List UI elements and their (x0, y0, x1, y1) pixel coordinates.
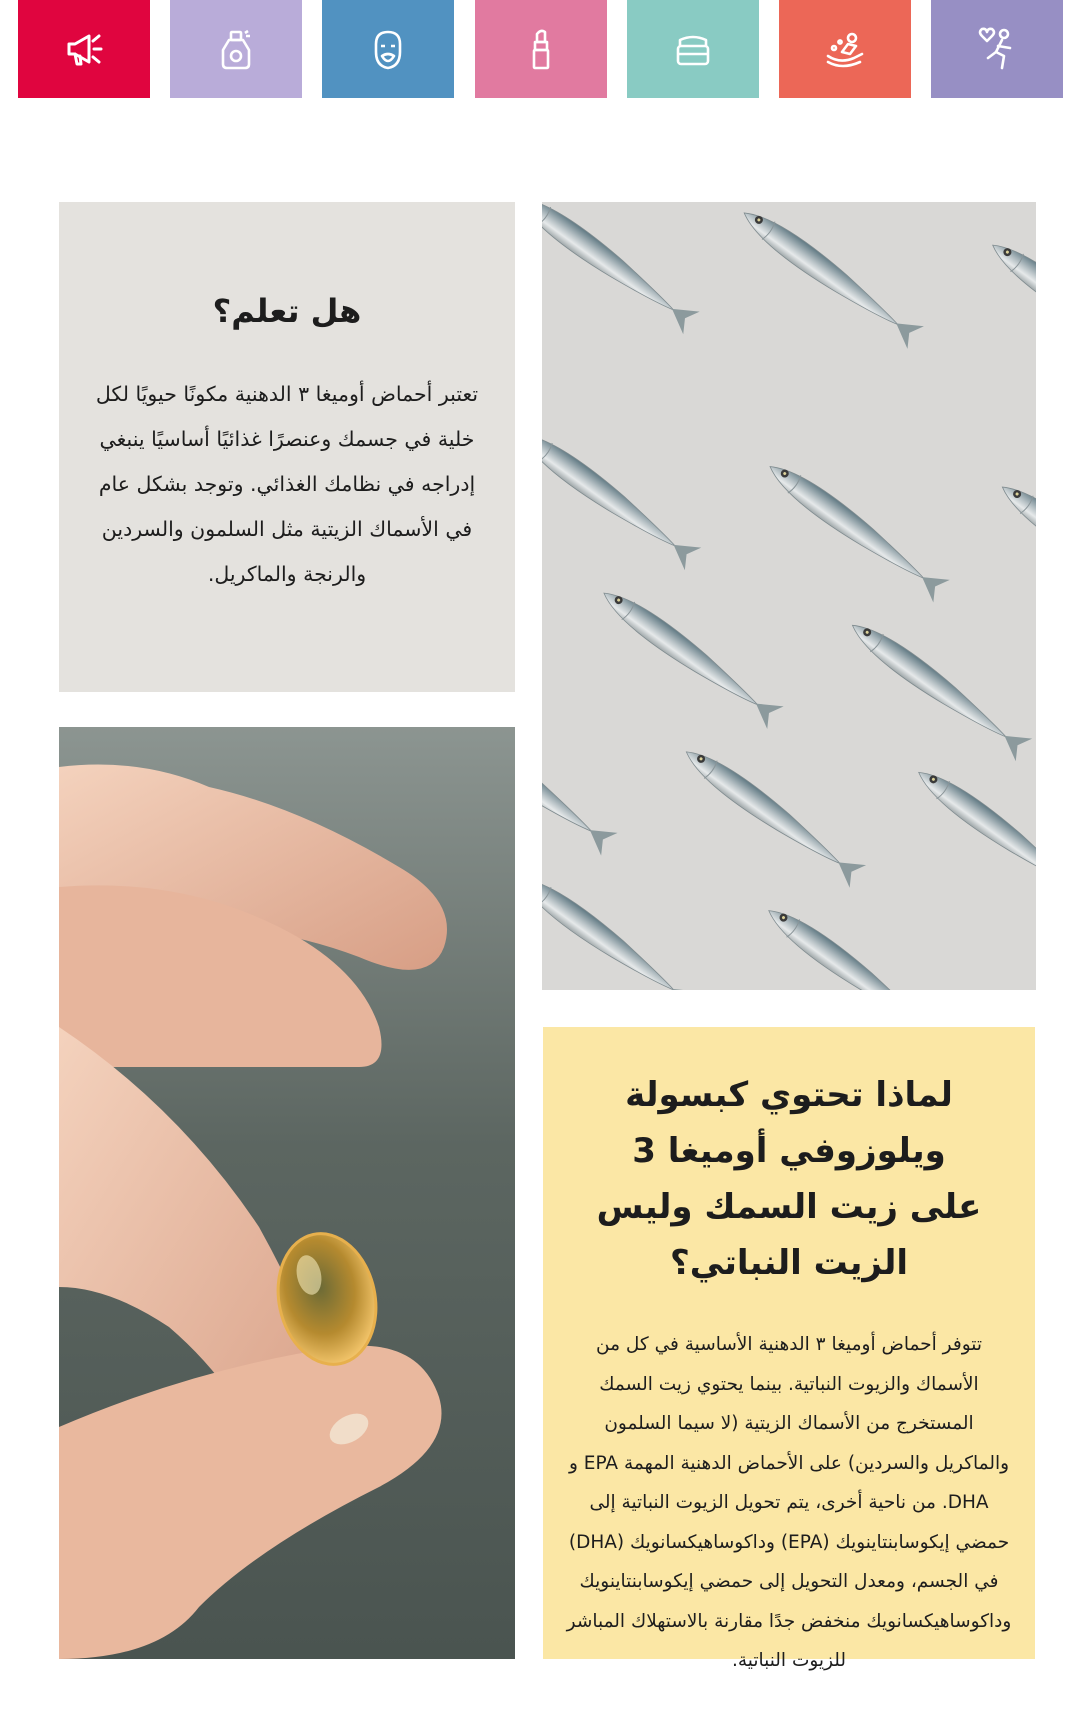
lipstick-icon (516, 24, 566, 74)
capsule-photo (59, 727, 515, 1659)
capsule-illustration (59, 727, 515, 1659)
bearded-man-icon (363, 24, 413, 74)
nav-tile-baby[interactable] (779, 0, 911, 98)
perfume-bottle-icon (211, 24, 261, 74)
why-fish-oil-body: تتوفر أحماض أوميغا ٣ الدهنية الأساسية في كل من الأسماك والزيوت النباتية. بينما يحتوي زيت السمك المستخرج من الأسماك الزيتية (لا سيما السلمون والماكريل والسردين) على الأحماض الدهنية المهمة EPA و DHA. من ناحية أخرى، يتم تحويل الزيوت النباتية إلى حمضي إيكوسابنتاينويك (EPA) وداكوساهيكسانويك (DHA) في الجسم، ومعدل التحويل إلى حمضي إيكوسابنتاينويك وداكوساهيكسانويك منخفض جدًا مقارنة بالاستهلاك المباشر للزيوت النباتية. (566, 1334, 1012, 1671)
did-you-know-title: هل تعلم؟ (212, 292, 362, 330)
nav-tile-megaphone[interactable] (18, 0, 150, 98)
baby-bath-icon (820, 24, 870, 74)
why-fish-oil-title: لماذا تحتوي كبسولة ويلوزوفي أوميغا 3 على زيت السمك وليس الزيت النباتي؟ (596, 1075, 982, 1283)
fitness-heart-icon (972, 24, 1022, 74)
nav-tile-fitness[interactable] (931, 0, 1063, 98)
category-nav (0, 0, 1082, 98)
why-fish-oil-card (543, 1027, 1035, 1671)
did-you-know-card (59, 202, 515, 692)
nav-tile-makeup[interactable] (475, 0, 607, 98)
megaphone-icon (59, 24, 109, 74)
sardines-photo (542, 202, 1036, 990)
sardines-illustration (542, 202, 1036, 990)
did-you-know-body: تعتبر أحماض أوميغا ٣ الدهنية مكونًا حيويًا لكل خلية في جسمك وعنصرًا غذائيًا أساسيًا ينبغي إدراجه في نظامك الغذائي. وتوجد بشكل عام في الأسماك الزيتية مثل السلمون والسردين والرنجة والماكريل. (95, 382, 479, 586)
nav-tile-perfume[interactable] (170, 0, 302, 98)
nav-tile-skincare[interactable] (627, 0, 759, 98)
nav-tile-men[interactable] (322, 0, 454, 98)
cream-jar-icon (668, 24, 718, 74)
